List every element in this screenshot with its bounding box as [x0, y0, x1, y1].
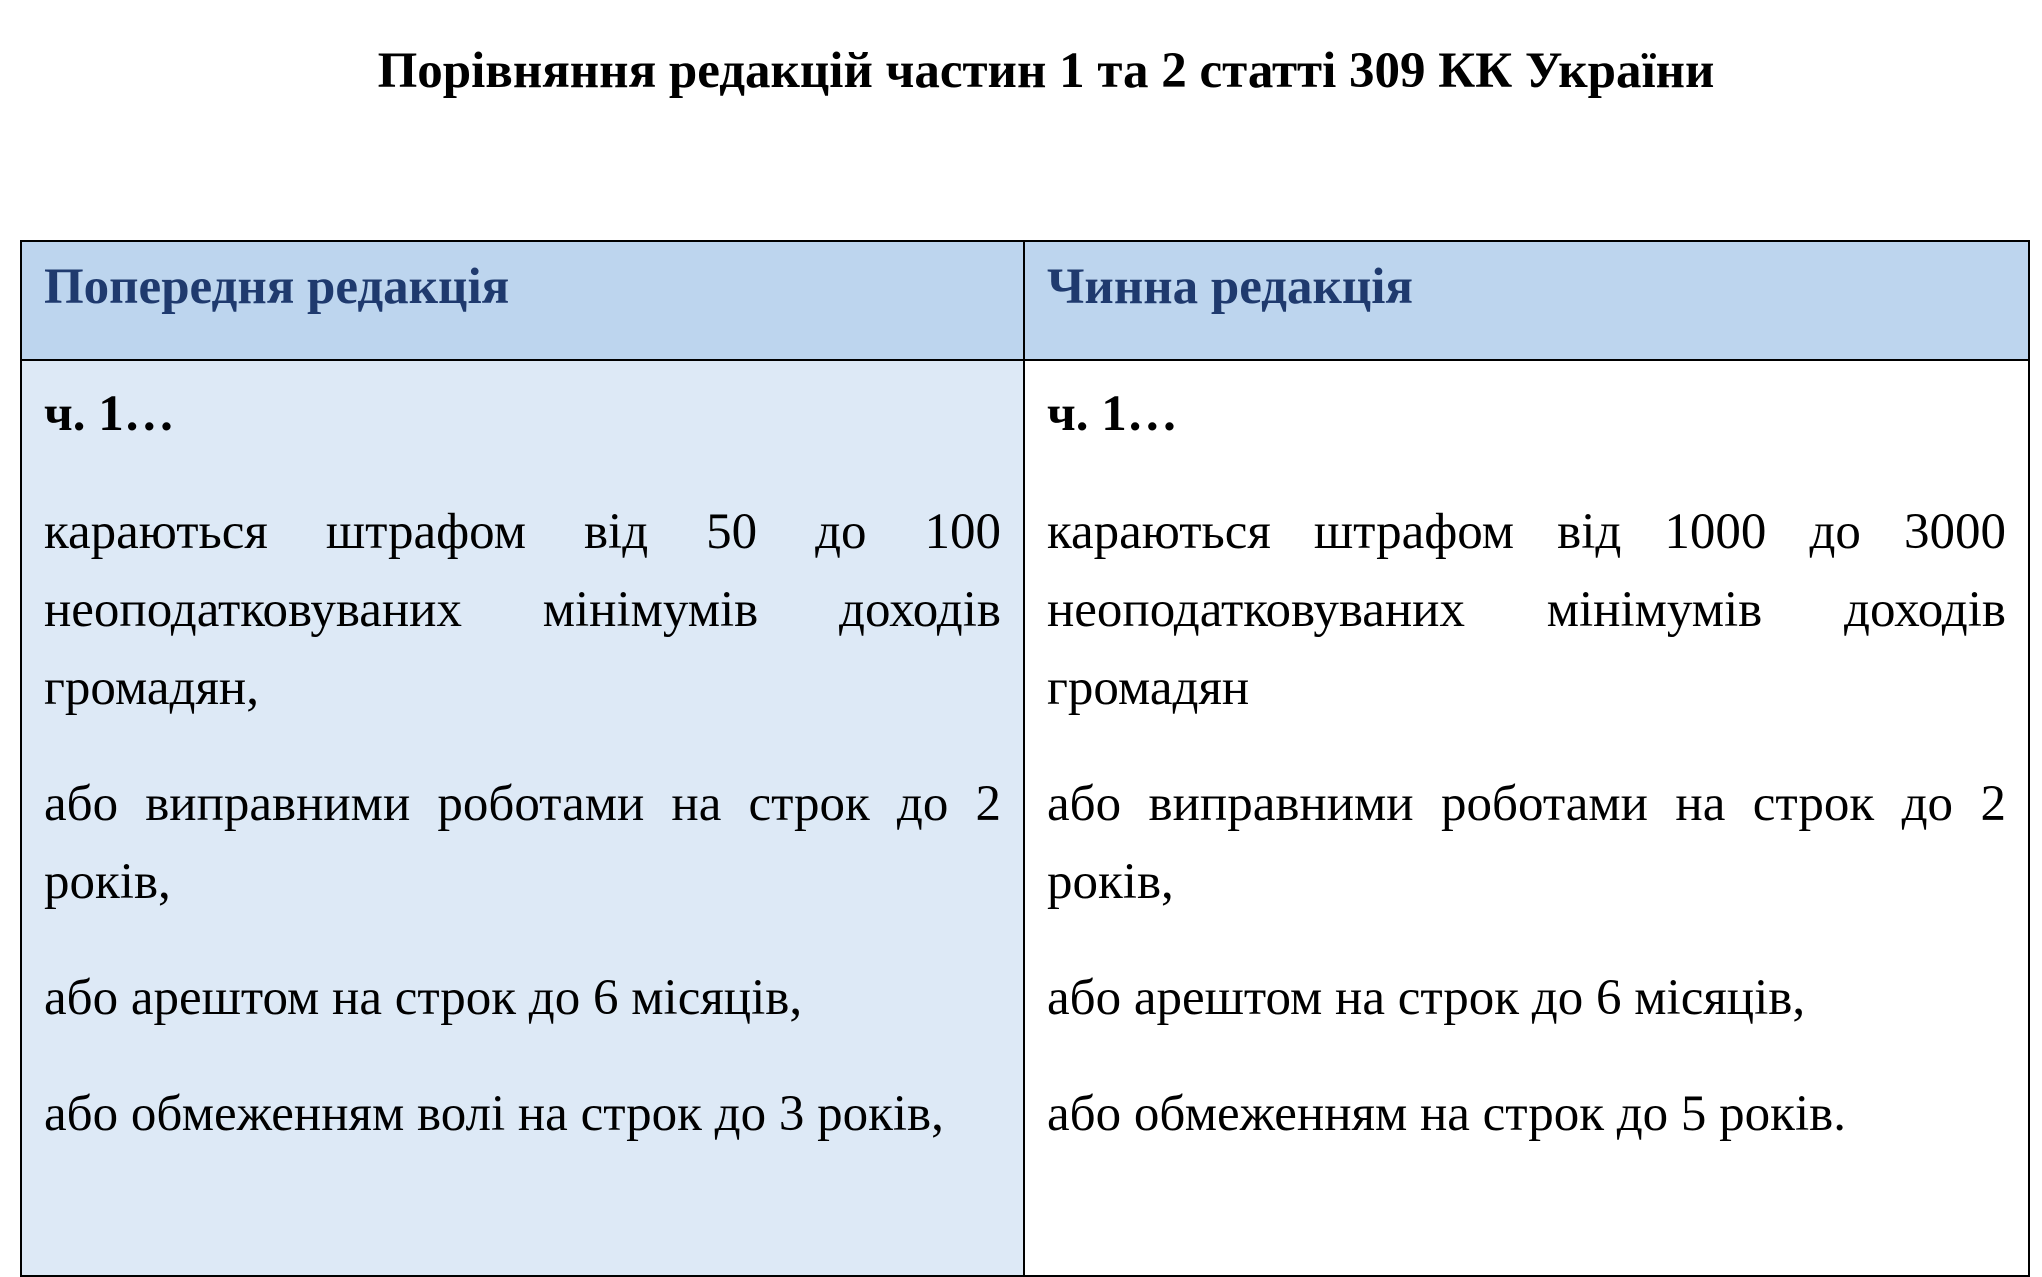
- previous-fine-item: караються штрафом від 50 до 100 неоподатковуваних мінімумів доходів громадян,: [44, 504, 1001, 716]
- header-previous-label: Попередня редакція: [44, 259, 510, 315]
- header-current-label: Чинна редакція: [1047, 259, 1413, 315]
- previous-restriction-item: або обмеженням волі на строк до 3 років,: [44, 1086, 944, 1142]
- current-arrest-item: або арештом на строк до 6 місяців,: [1047, 970, 1806, 1026]
- page-title: Порівняння редакцій частин 1 та 2 статті 309 КК України: [377, 43, 1715, 99]
- previous-part-label: ч. 1…: [44, 386, 175, 442]
- current-correctional-work-item: або виправними роботами на строк до 2 років,: [1047, 776, 2006, 910]
- previous-version-cell: [21, 360, 1024, 1276]
- header-previous-version: [21, 241, 1024, 360]
- current-restriction-item: або обмеженням на строк до 5 років.: [1047, 1086, 1846, 1142]
- current-version-cell: [1024, 360, 2029, 1276]
- header-current-version: [1024, 241, 2029, 360]
- comparison-table: [20, 240, 2030, 1277]
- current-fine-item: караються штрафом від 1000 до 3000 неоподатковуваних мінімумів доходів громадян: [1047, 504, 2006, 716]
- table-row: [21, 360, 2029, 1276]
- previous-arrest-item: або арештом на строк до 6 місяців,: [44, 970, 803, 1026]
- table-header-row: [21, 241, 2029, 360]
- current-part-label: ч. 1…: [1047, 386, 1178, 442]
- previous-correctional-work-item: або виправними роботами на строк до 2 років,: [44, 776, 1001, 910]
